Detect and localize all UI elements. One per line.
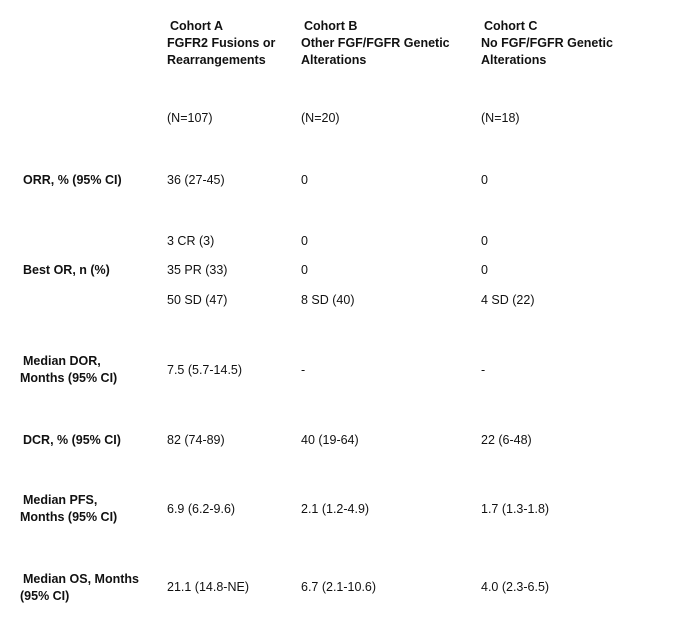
cohort-a-subtitle-line2: Rearrangements [167,53,266,67]
orr-cohort-b: 0 [301,173,308,187]
best-or-pr-cohort-a: 35 PR (33) [167,263,228,277]
best-or-sd-cohort-c: 4 SD (22) [481,293,535,307]
orr-cohort-a: 36 (27-45) [167,173,225,187]
os-cohort-c: 4.0 (2.3-6.5) [481,580,550,594]
cohort-a-header [167,18,275,69]
row-label-median-dor: Median DOR, Months (95% CI) [20,354,118,385]
cohort-c-subtitle-line2: Alterations [481,53,547,67]
best-or-pr-cohort-c: 0 [481,263,488,277]
best-or-cr-cohort-a: 3 CR (3) [167,234,215,248]
orr-cohort-c: 0 [481,173,488,187]
dcr-cohort-b: 40 (19-64) [301,433,359,447]
cohort-b-title: Cohort B [304,19,358,33]
cohort-a-n: (N=107) [167,111,213,125]
cohort-c-title: Cohort C [484,19,538,33]
cohort-b-n: (N=20) [301,111,340,125]
dcr-cohort-c: 22 (6-48) [481,433,532,447]
best-or-sd-cohort-a: 50 SD (47) [167,293,228,307]
dcr-cohort-a: 82 (74-89) [167,433,225,447]
best-or-sd-cohort-b: 8 SD (40) [301,293,355,307]
best-or-cr-cohort-c: 0 [481,234,488,248]
cohort-b-subtitle-line2: Alterations [301,53,367,67]
row-label-median-pfs: Median PFS, Months (95% CI) [20,493,118,524]
pfs-cohort-c: 1.7 (1.3-1.8) [481,502,550,516]
cohort-c-header [481,18,613,69]
row-label-orr: ORR, % (95% CI) [23,173,122,187]
dor-cohort-c: - [481,363,486,377]
os-cohort-b: 6.7 (2.1-10.6) [301,580,377,594]
pfs-cohort-a: 6.9 (6.2-9.6) [167,502,236,516]
best-or-pr-cohort-b: 0 [301,263,308,277]
dor-cohort-a: 7.5 (5.7-14.5) [167,363,243,377]
cohort-b-subtitle-line1: Other FGF/FGFR Genetic [301,36,450,50]
cohort-a-subtitle-line1: FGFR2 Fusions or [167,36,276,50]
row-label-dcr: DCR, % (95% CI) [23,433,121,447]
cohort-c-n: (N=18) [481,111,520,125]
best-or-cr-cohort-b: 0 [301,234,308,248]
row-label-best-or: Best OR, n (%) [23,263,110,277]
cohort-b-header [301,18,450,69]
cohort-c-subtitle-line1: No FGF/FGFR Genetic [481,36,613,50]
os-cohort-a: 21.1 (14.8-NE) [167,580,249,594]
dor-cohort-b: - [301,363,306,377]
cohort-a-title: Cohort A [170,19,223,33]
row-label-median-os: Median OS, Months (95% CI) [20,572,139,603]
pfs-cohort-b: 2.1 (1.2-4.9) [301,502,370,516]
